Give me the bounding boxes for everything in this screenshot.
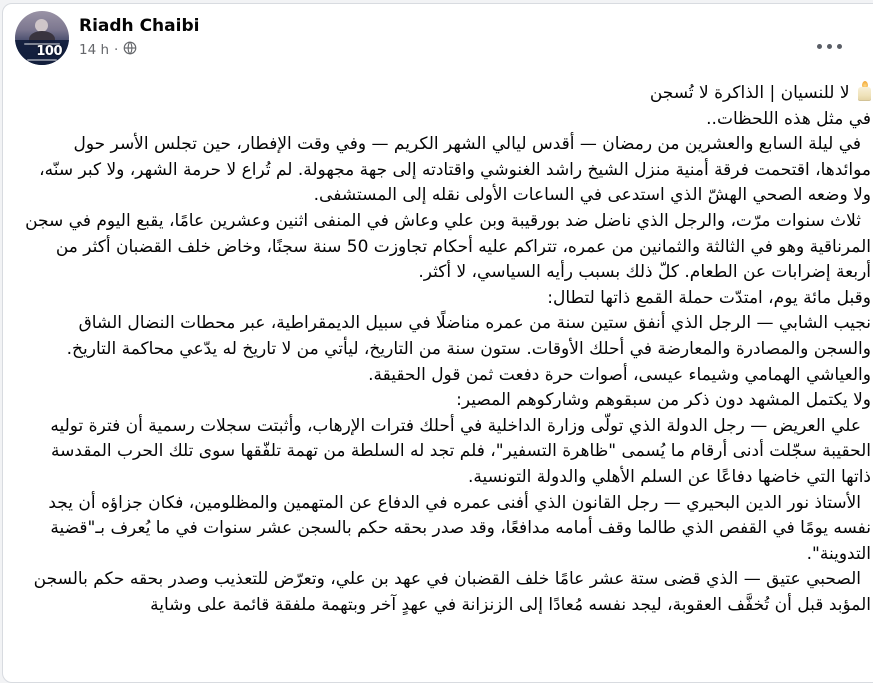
post-paragraph: وقبل مائة يوم، امتدّت حملة القمع ذاتها لتطال:: [547, 287, 871, 308]
globe-privacy-icon: [123, 41, 137, 59]
post-title-text: لا للنسيان | الذاكرة لا تُسجن: [649, 83, 850, 103]
post-paragraph: نجيب الشابي — الرجل الذي أنفق ستين سنة من عمره مناضلًا في سبيل الديمقراطية، عبر محطات النضال الشاق والسجن والمصادرة والمعارضة في أحلك الأوقات. ستون سنة من التاريخ، ليأتي من لا تاريخ له يدّعي محاكمة التاريخ.: [66, 313, 871, 359]
avatar-frame-smalltext: [27, 59, 57, 61]
post-header: [3, 4, 873, 67]
post-paragraph: ثلاث سنوات مرّت، والرجل الذي ناضل ضد بورقيبة وبن علي وعاش في المنفى اثنين وعشرين عامًا، يقبع اليوم في سجن المرناقية وهو في الثالثة والثمانين من عمره، تتراكم عليه أحكام تجاوزت 50 سنة سجنًا، وخاض خلف القضبان أكثر من أربعة إضرابات عن الطعام. كلّ ذلك بسبب رأيه السياسي، لا أكثر.: [25, 210, 871, 283]
post-paragraph: علي العريض — رجل الدولة الذي تولّى وزارة الداخلية في أحلك فترات الإرهاب، وأثبتت سجلات رسمية أن فترة توليه الحقيبة سجّلت أدنى أرقام ما يُسمى "ظاهرة التسفير"، فلم تجد له السلطة من تهمة تلفّقها سوى تلك الحرب المقدسة ذاتها التي خاضها دفاعًا عن السلم الأهلي والدولة التونسية.: [50, 415, 871, 487]
post-card: [2, 3, 873, 683]
post-paragraph: ولا يكتمل المشهد دون ذكر من سبقوهم وشاركوهم المصير:: [456, 390, 871, 411]
post-paragraph: والعياشي الهمامي وشيماء عيسى، أصوات حرة دفعت ثمن قول الحقيقة.: [368, 364, 871, 385]
post-paragraph: الصحبي عتيق — الذي قضى ستة عشر عامًا خلف القضبان في عهد بن علي، وتعرّض للتعذيب وصدر بحقه حكم بالسجن المؤبد قبل أن تُخفَّف العقوبة، ليجد نفسه مُعادًا إلى الزنزانة في عهدٍ آخر وبتهمة ملفقة قائمة على وشاية: [33, 569, 871, 615]
post-paragraph: في ليلة السابع والعشرين من رمضان — أقدس ليالي الشهر الكريم — وفي وقت الإفطار، حين تجلس الأسر حول موائدها، اقتحمت فرقة أمنية منزل الشيخ راشد الغنوشي واقتادته إلى جهة مجهولة. لم تُراع لا حرمة الشهر، ولا كبر سنّه، ولا وضعه الصحي الهشّ الذي استدعى في الساعات الأولى نقله إلى المستشفى.: [39, 134, 871, 206]
post-subline: [79, 41, 199, 59]
post-title-line: [17, 81, 871, 107]
candle-icon: [858, 81, 871, 101]
post-title-line: في مثل هذه اللحظات..: [706, 108, 871, 129]
author-name[interactable]: Riadh Chaibi: [79, 16, 200, 36]
three-dots-icon: [837, 44, 842, 49]
three-dots-icon: [827, 44, 832, 49]
dot-separator: ·: [114, 42, 119, 58]
avatar[interactable]: [15, 11, 69, 65]
avatar-badge-100: 100: [36, 44, 62, 59]
post-paragraph: الأستاذ نور الدين البحيري — رجل القانون الذي أفنى عمره في الدفاع عن المتهمين والمظلومين، فكان جزاؤه أن يجد نفسه يومًا في القفص الذي طالما وقف أمامه مدافعًا، وقد صدر بحقه حكم بالسجن عشر سنوات في ما يُعرف بـ"قضية التدوينة".: [48, 492, 871, 564]
post-meta: [79, 11, 199, 59]
post-body: [3, 67, 873, 618]
timestamp[interactable]: 14 h: [79, 42, 110, 58]
more-options-button[interactable]: [809, 30, 849, 62]
three-dots-icon: [817, 44, 822, 49]
